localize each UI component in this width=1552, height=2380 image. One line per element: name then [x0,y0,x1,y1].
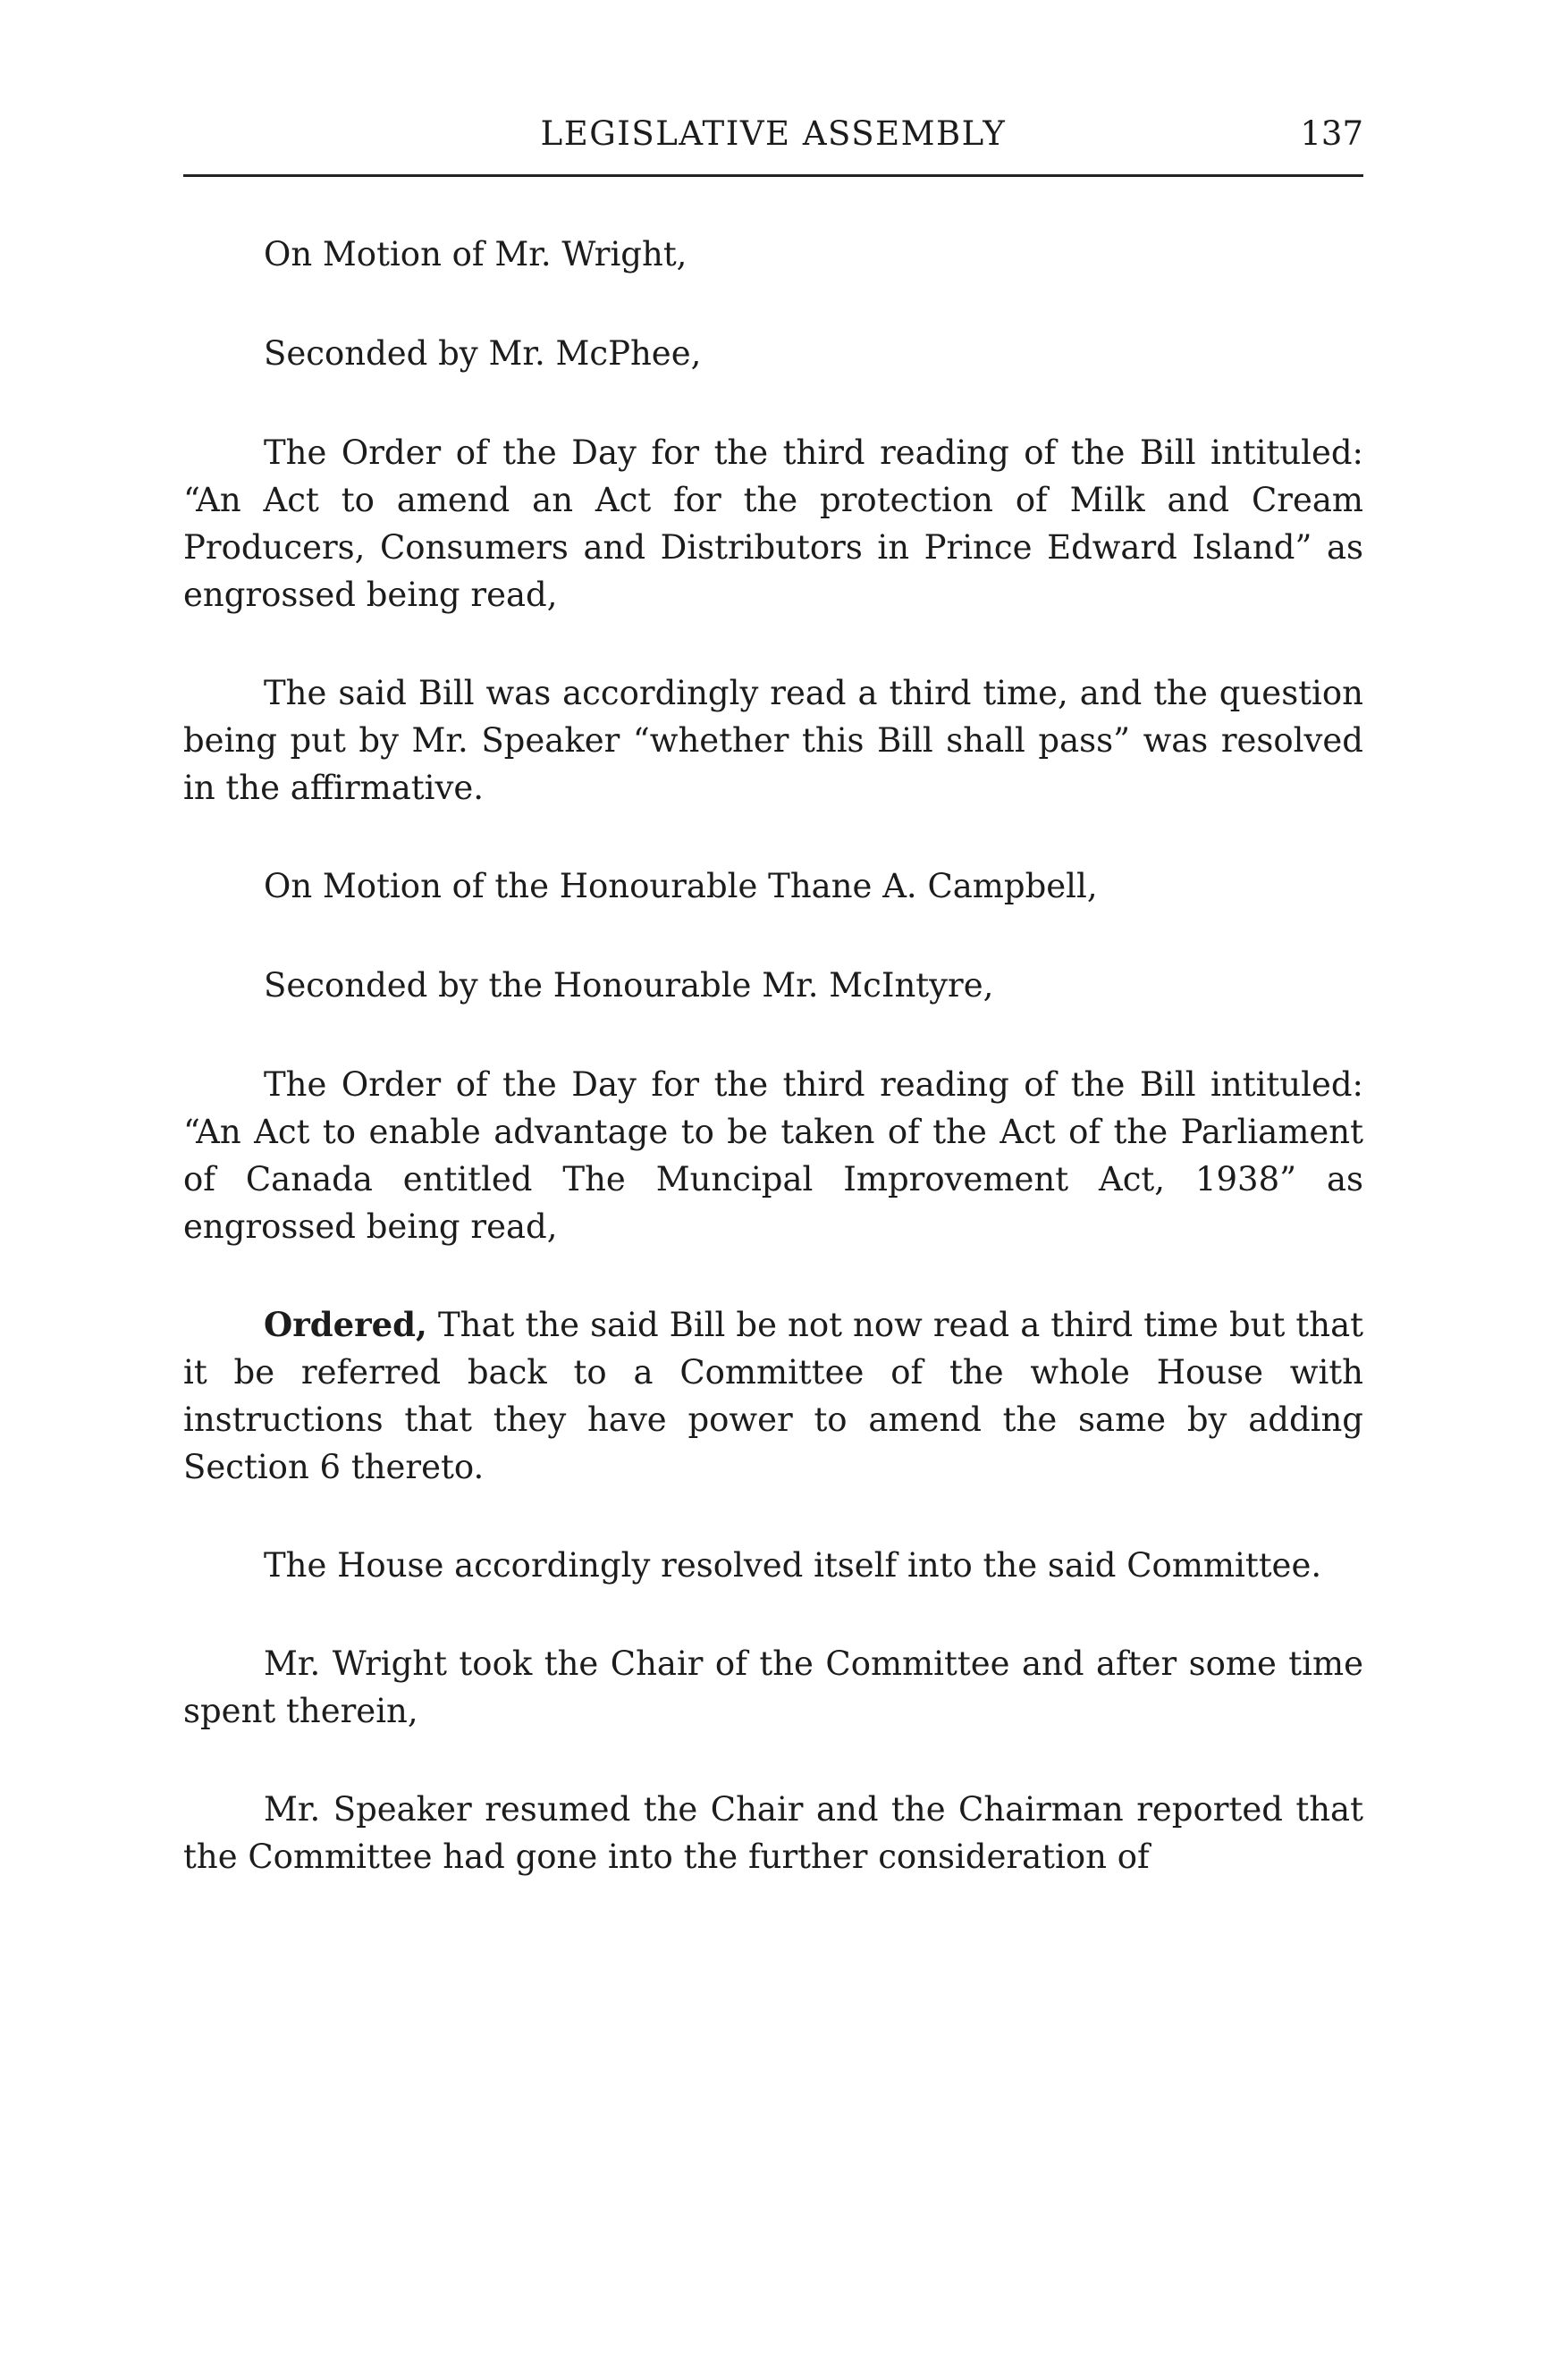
order-of-day-paragraph: The Order of the Day for the third reading of the Bill intituled: “An Act to amend an Act for the protection of Milk and Cream Producers, Consumers and Distributors in Prince Edward Island” as engrossed being read, [183,433,1363,614]
committee-paragraph: The House accordingly resolved itself into the said Committee. [264,1546,1322,1585]
ordered-paragraph [183,1301,1363,1491]
motion-paragraph: On Motion of Mr. Wright, [264,235,687,273]
chair-paragraph: Mr. Wright took the Chair of the Committee and after some time spent therein, [183,1644,1363,1730]
ordered-lead: Ordered, [264,1305,427,1344]
ordered-text: That the said Bill be not now read a third time but that it be referred back to a Committee of the whole House with instructions that they have power to amend the same by adding Section 6 thereto. [183,1306,1363,1486]
report-paragraph: Mr. Speaker resumed the Chair and the Chairman reported that the Committee had gone into the further consideration of [183,1790,1363,1876]
running-head [183,107,1363,161]
body-text [183,231,1363,1931]
order-of-day-paragraph: The Order of the Day for the third reading of the Bill intituled: “An Act to enable advantage to be taken of the Act of the Parliament of Canada entitled The Muncipal Improvement Act, 1938” as engrossed being read, [183,1065,1363,1246]
motion-paragraph: On Motion of the Honourable Thane A. Campbell, [264,867,1098,905]
seconded-paragraph: Seconded by Mr. McPhee, [264,334,702,373]
bill-passed-paragraph: The said Bill was accordingly read a third time, and the question being put by Mr. Speaker “whether this Bill shall pass” was resolved in the affirmative. [183,674,1363,807]
header-rule [183,174,1363,177]
running-title: LEGISLATIVE ASSEMBLY [540,114,1007,153]
seconded-paragraph: Seconded by the Honourable Mr. McIntyre, [264,966,994,1005]
page-number: 137 [1300,114,1363,153]
